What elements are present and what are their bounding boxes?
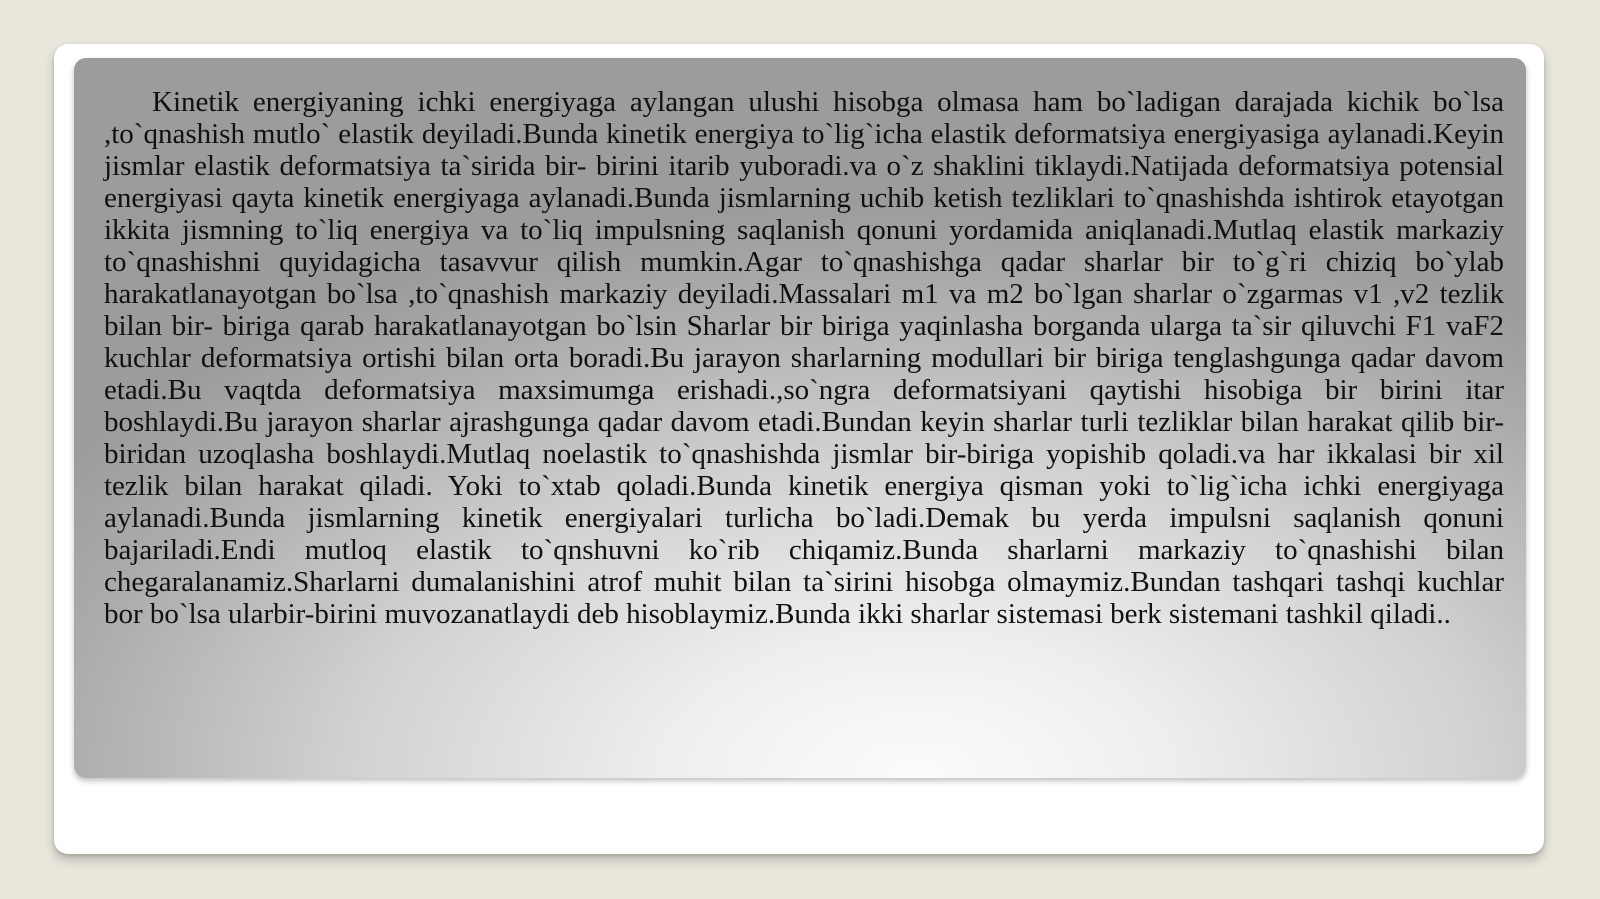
body-paragraph: Kinetik energiyaning ichki energiyaga aylangan ulushi hisobga olmasa ham bo`ladigan darajada kichik bo`lsa ,to`qnashish mutlo` elastik deyiladi.Bunda kinetik energiya to`lig`icha elastik deformatsiya energiyasiga aylanadi.Keyin jismlar elastik deformatsiya ta`sirida bir- birini itarib yuboradi.va o`z shaklini tiklaydi.Natijada deformatsiya potensial energiyasi qayta kinetik energiyaga aylanadi.Bunda jismlarning uchib ketish tezliklari to`qnashishda ishtirok etayotgan ikkita jismning to`liq energiya va to`liq impulsning saqlanish qonuni yordamida aniqlanadi.Mutlaq elastik markaziy to`qnashishni quyidagicha tasavvur qilish mumkin.Agar to`qnashishga qadar sharlar bir to`g`ri chiziq bo`ylab harakatlanayotgan bo`lsa ,to`qnashish markaziy deyiladi.Massalari m1 va m2 bo`lgan sharlar o`zgarmas v1 ,v2 tezlik bilan bir- biriga qarab harakatlanayotgan bo`lsin Sharlar bir biriga yaqinlasha borganda ularga ta`sir qiluvchi F1 vaF2 kuchlar deformatsiya ortishi bilan orta boradi.Bu jarayon sharlarning modullari bir biriga tenglashgunga qadar davom etadi.Bu vaqtda deformatsiya maxsimumga erishadi.,so`ngra deformatsiyani qaytishi hisobiga bir birini itar boshlaydi.Bu jarayon sharlar ajrashgunga qadar davom etadi.Bundan keyin sharlar turli tezliklar bilan harakat qilib bir-biridan uzoqlasha boshlaydi.Mutlaq noelastik to`qnashishda jismlar bir-biriga yopishib qoladi.va har ikkalasi bir xil tezlik bilan harakat qiladi. Yoki to`xtab qoladi.Bunda kinetik energiya qisman yoki to`lig`icha ichki energiyaga aylanadi.Bunda jismlarning kinetik energiyalari turlicha bo`ladi.Demak bu yerda impulsni saqlanish qonuni bajariladi.Endi mutloq elastik to`qnshuvni ko`rib chiqamiz.Bunda sharlarni markaziy to`qnashishi bilan chegaralanamiz.Sharlarni dumalanishini atrof muhit bilan ta`sirini hisobga olmaymiz.Bundan tashqari tashqi kuchlar bor bo`lsa ularbir-birini muvozanatlaydi deb hisoblaymiz.Bunda ikki sharlar sistemasi berk sistemani tashkil qiladi.. (104, 86, 1504, 630)
text-box (74, 58, 1526, 778)
